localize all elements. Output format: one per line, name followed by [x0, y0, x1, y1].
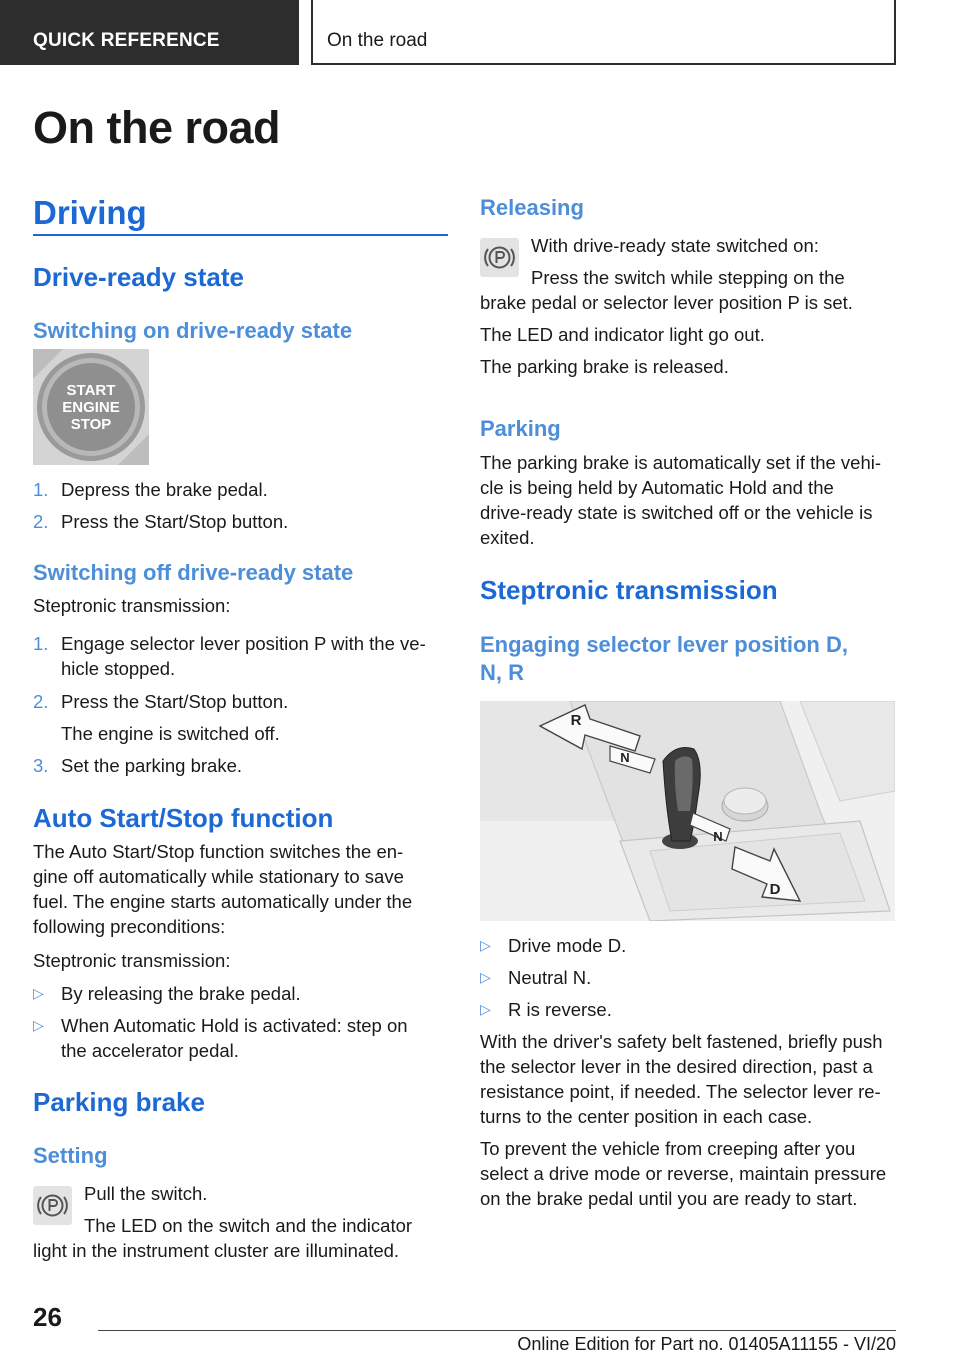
paragraph-line: brake pedal or selector lever position P is set. [480, 292, 853, 313]
section-tab[interactable] [0, 0, 299, 65]
bullet-text: By releasing the brake pedal. [61, 983, 301, 1004]
step-number: 3. [33, 755, 49, 776]
step-number: 1. [33, 633, 49, 654]
heading-parking: Parking [480, 416, 561, 441]
heading-engaging: Engaging selector lever position D, [480, 632, 848, 657]
paragraph-line: The LED on the switch and the indicator [84, 1215, 413, 1236]
paragraph-line: resistance point, if needed. The selector lever re‐ [480, 1081, 881, 1102]
stop-label: STOP [70, 416, 112, 433]
heading-switch-off: Switching off drive-ready state [33, 560, 354, 585]
step-number: 1. [33, 479, 49, 500]
step-text: Press the Start/Stop button. [61, 511, 289, 532]
step-text: Set the parking brake. [61, 755, 242, 776]
step-text: hicle stopped. [61, 658, 176, 679]
step-text: Press the Start/Stop button. [61, 691, 289, 712]
paragraph-line: following preconditions: [33, 916, 226, 937]
engine-label: ENGINE [62, 399, 120, 416]
paragraph-line: Pull the switch. [84, 1183, 208, 1204]
step-number: 2. [33, 511, 49, 532]
bullet-text: Neutral N. [508, 967, 592, 988]
heading-setting: Setting [33, 1143, 108, 1168]
paragraph-line: drive-ready state is switched off or the vehicle is [480, 502, 873, 523]
page-title: On the road [33, 102, 281, 153]
paragraph-line: gine off automatically while stationary to save [33, 866, 404, 887]
gear-label-n-upper: N [620, 750, 630, 765]
start-stop-button-image [33, 349, 149, 465]
step-text: Depress the brake pedal. [61, 479, 268, 500]
gear-selector-image [480, 701, 895, 921]
paragraph-line: The LED and indicator light go out. [480, 324, 765, 345]
paragraph-line: the selector lever in the desired direction, past a [480, 1056, 873, 1077]
parking-brake-icon [33, 1186, 72, 1225]
heading-steptronic: Steptronic transmission [480, 575, 778, 605]
paragraph: Steptronic transmission: [33, 595, 231, 616]
gear-label-n-lower: N [713, 829, 723, 844]
bullet-triangle-icon: ▷ [480, 969, 491, 985]
step-text: The engine is switched off. [61, 723, 280, 744]
heading-rule [33, 234, 448, 236]
bullet-triangle-icon: ▷ [33, 985, 44, 1001]
paragraph-line: To prevent the vehicle from creeping after you [480, 1138, 856, 1159]
heading-parking-brake: Parking brake [33, 1087, 205, 1117]
bullet-text: R is reverse. [508, 999, 612, 1020]
paragraph-line: turns to the center position in each case. [480, 1106, 813, 1127]
heading-releasing: Releasing [480, 195, 584, 220]
footer-edition: Online Edition for Part no. 01405A11155 - VI/20 [517, 1334, 896, 1354]
bullet-text: the accelerator pedal. [61, 1040, 239, 1061]
paragraph-line: The parking brake is automatically set if the vehi‐ [480, 452, 882, 473]
paragraph-line: The Auto Start/Stop function switches the en‐ [33, 841, 404, 862]
step-text: Engage selector lever position P with the ve‐ [61, 633, 426, 654]
paragraph-line: With the driver's safety belt fastened, briefly push [480, 1031, 883, 1052]
paragraph-line: Press the switch while stepping on the [531, 267, 845, 288]
start-label: START [66, 382, 116, 399]
paragraph-line: light in the instrument cluster are illuminated. [33, 1240, 400, 1261]
bullet-triangle-icon: ▷ [480, 1001, 491, 1017]
gear-label-d: D [769, 881, 781, 898]
paragraph-line: exited. [480, 527, 535, 548]
paragraph-line: The parking brake is released. [480, 356, 729, 377]
parking-brake-icon [480, 238, 519, 277]
heading-auto-start-stop: Auto Start/Stop function [33, 803, 334, 833]
heading-driving: Driving [33, 194, 147, 231]
heading-drive-ready: Drive-ready state [33, 262, 244, 292]
step-number: 2. [33, 691, 49, 712]
paragraph-line: cle is being held by Automatic Hold and the [480, 477, 834, 498]
chapter-label: On the road [327, 30, 428, 51]
bullet-text: When Automatic Hold is activated: step on [61, 1015, 408, 1036]
bullet-triangle-icon: ▷ [33, 1017, 44, 1033]
bullet-triangle-icon: ▷ [480, 937, 491, 953]
gear-label-r: R [570, 712, 582, 729]
paragraph-line: select a drive mode or reverse, maintain pressure [480, 1163, 887, 1184]
bullet-text: Drive mode D. [508, 935, 627, 956]
paragraph-line: With drive-ready state switched on: [531, 235, 819, 256]
heading-switch-on: Switching on drive-ready state [33, 318, 353, 343]
chapter-header [311, 0, 896, 65]
heading-engaging-cont: N, R [480, 660, 524, 685]
footer-rule [98, 1330, 896, 1331]
paragraph-line: on the brake pedal until you are ready to start. [480, 1188, 858, 1209]
paragraph-line: fuel. The engine starts automatically under the [33, 891, 413, 912]
section-tab-label: QUICK REFERENCE [33, 30, 220, 51]
page-number: 26 [33, 1302, 62, 1332]
paragraph: Steptronic transmission: [33, 950, 231, 971]
